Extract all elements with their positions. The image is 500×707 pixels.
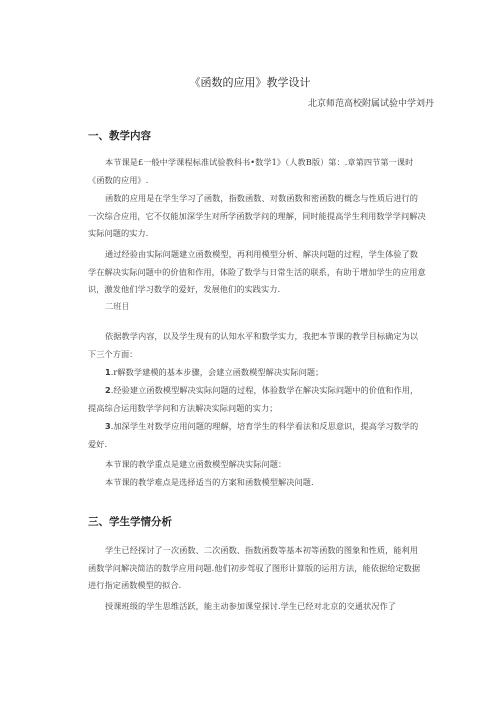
goal-3-text: .加深学生对数学应用问题的理解，培育学生的科学看法和反思意识，提高学习数学的爱好. xyxy=(88,421,419,449)
goal-item-3 xyxy=(88,418,426,453)
paragraph-function-application: 函数的应用是在学生学习了函数，指数函数、对数函数和密函数的概念与性质后进行的一次综合应用，它不仅能加深学生对所学函数学问的理解，同时能提高学生利用数学学问解决实际问题的实力. xyxy=(88,193,426,238)
section-heading-student-analysis: 三、学生学情分析 xyxy=(88,516,172,528)
goal-item-1 xyxy=(88,364,426,382)
section-heading-content: 一、教学内容 xyxy=(88,130,151,142)
paragraph-student-background: 学生已经探讨了一次函数、二次函数、指数函数等基本初等函数的图象和性质，能利用函数学问解决简洁的数学应用问题.他们初步驾驭了图形计算版的运用方法，能依据给定数据进行指定函数模型的拟合. xyxy=(88,545,421,590)
goal-2-text: .经验建立函数模型解决实际问题的过程，体验数学在解决实际问题中的价值和作用，提高综合运用数学学问和方法解决实际问题的实力； xyxy=(88,385,419,413)
goal-1-number: 1 xyxy=(105,367,111,377)
paragraph-key-point: 本节课的教学重点是建立函数模型解决实际问题： xyxy=(105,459,287,469)
goal-3-number: 3 xyxy=(105,421,111,431)
goal-2-number: 2 xyxy=(105,385,111,395)
paragraph-difficulty: 本节课的教学难点是选择适当的方案和函数模型解决问题. xyxy=(105,477,314,487)
goal-1-text: .r解数学建模的基本步骤，会建立函数模型解决实际问题； xyxy=(110,367,324,377)
paragraph-modeling-experience: 通过经验由实际问题建立函数模型，再利用模型分析、解决问题的过程，学生体验了数学在解决实际问题中的价值和作用，体险了数学与日常生活的联系，有助于增加学生的应用意识，激发他们学习数学的爱好，发展他们的实践实力. xyxy=(88,249,426,294)
paragraph-course-intro: 本节课是£一般中学课程标准试验教科书•数学1》（人教B版）第：.章第四节第一课时《函数的应用》. xyxy=(88,157,414,185)
goal-item-2 xyxy=(88,382,426,417)
author-line: 北京师范高校附属试验中学刘丹 xyxy=(307,99,434,109)
paragraph-class-description: 授课班级的学生思维活跃，能主动参加课堂探讨.学生已经对北京的交通状况作了 xyxy=(105,601,396,611)
paragraph-goals-intro: 依据教学内容，以及学生现有的认知水平和数学实力，我把本节课的教学目标确定为以下三个方面： xyxy=(88,331,419,359)
document-title: 《函数的应用》教学设计 xyxy=(189,76,311,89)
section-heading-goals: 二班目 xyxy=(105,301,130,311)
